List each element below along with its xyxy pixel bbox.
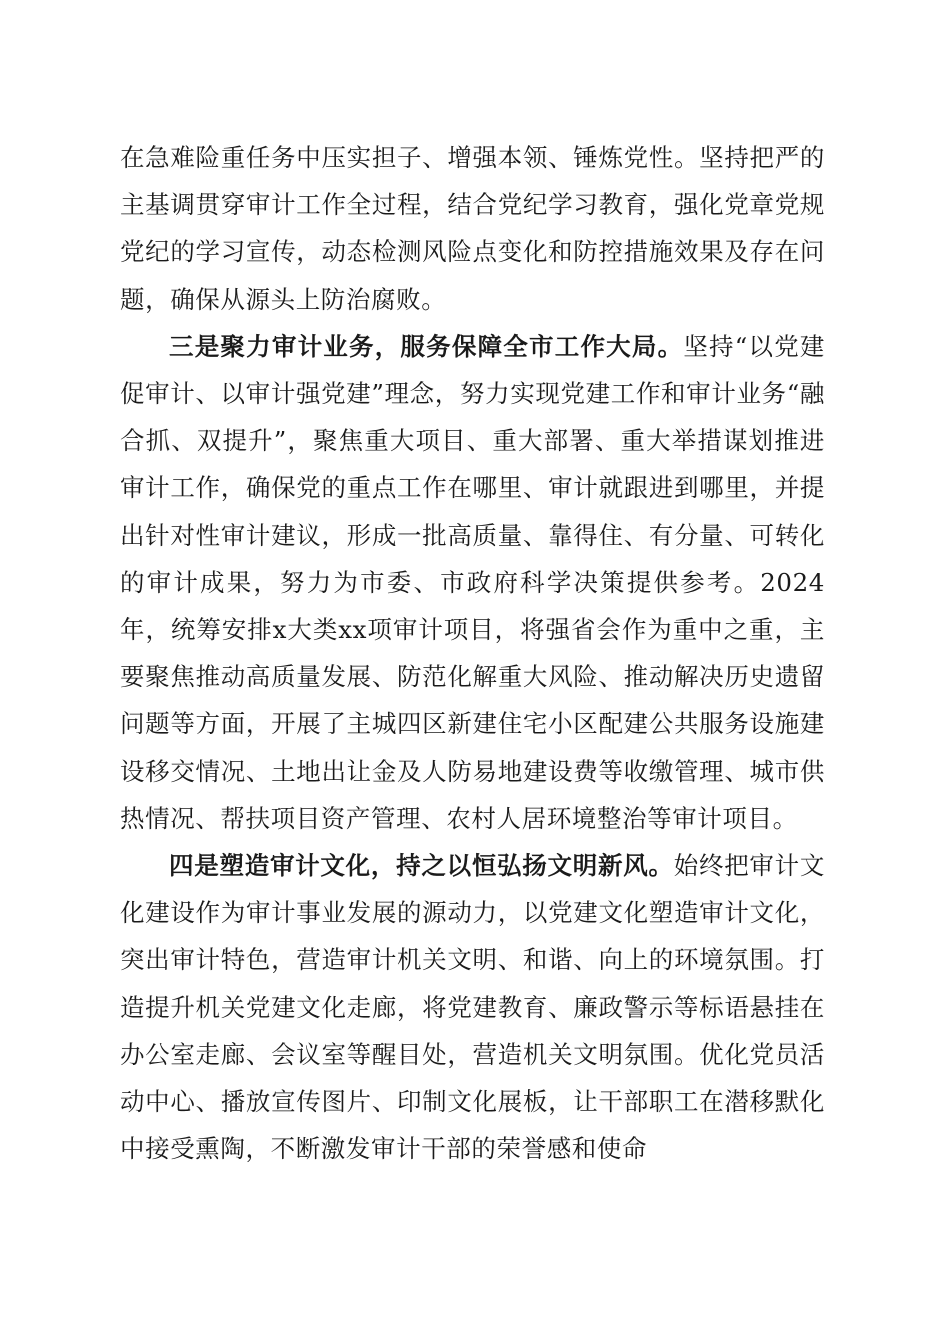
paragraph-heading: 四是塑造审计文化，持之以恒弘扬文明新风。	[169, 851, 674, 881]
document-body	[120, 134, 825, 1172]
paragraph-heading: 三是聚力审计业务，服务保障全市工作大局。	[169, 331, 684, 361]
paragraph-text: 在急难险重任务中压实担子、增强本领、锤炼党性。坚持把严的主基调贯穿审计工作全过程，结合党纪学习教育，强化党章党规党纪的学习宣传，动态检测风险点变化和防控措施效果及存在问题，确保从源头上防治腐败。	[120, 143, 825, 314]
paragraph-continuation	[120, 134, 825, 323]
paragraph-audit-business	[120, 323, 825, 842]
paragraph-text: 坚持“以党建促审计、以审计强党建”理念，努力实现党建工作和审计业务“融合抓、双提升”，聚焦重大项目、重大部署、重大举措谋划推进审计工作，确保党的重点工作在哪里、审计就跟进到哪里，并提出针对性审计建议，形成一批高质量、靠得住、有分量、可转化的审计成果，努力为市委、市政府科学决策提供参考。2024年，统筹安排x大类xx项审计项目，将强省会作为重中之重，主要聚焦推动高质量发展、防范化解重大风险、推动解决历史遗留问题等方面，开展了主城四区新建住宅小区配建公共服务设施建设移交情况、土地出让金及人防易地建设费等收缴管理、城市供热情况、帮扶项目资产管理、农村人居环境整治等审计项目。	[120, 331, 826, 833]
paragraph-text: 始终把审计文化建设作为审计事业发展的源动力，以党建文化塑造审计文化，突出审计特色，营造审计机关文明、和谐、向上的环境氛围。打造提升机关党建文化走廊，将党建教育、廉政警示等标语悬挂在办公室走廊、会议室等醒目处，营造机关文明氛围。优化党员活动中心、播放宣传图片、印制文化展板，让干部职工在潜移默化中接受熏陶，不断激发审计干部的荣誉感和使命	[120, 851, 825, 1164]
paragraph-audit-culture	[120, 842, 825, 1172]
